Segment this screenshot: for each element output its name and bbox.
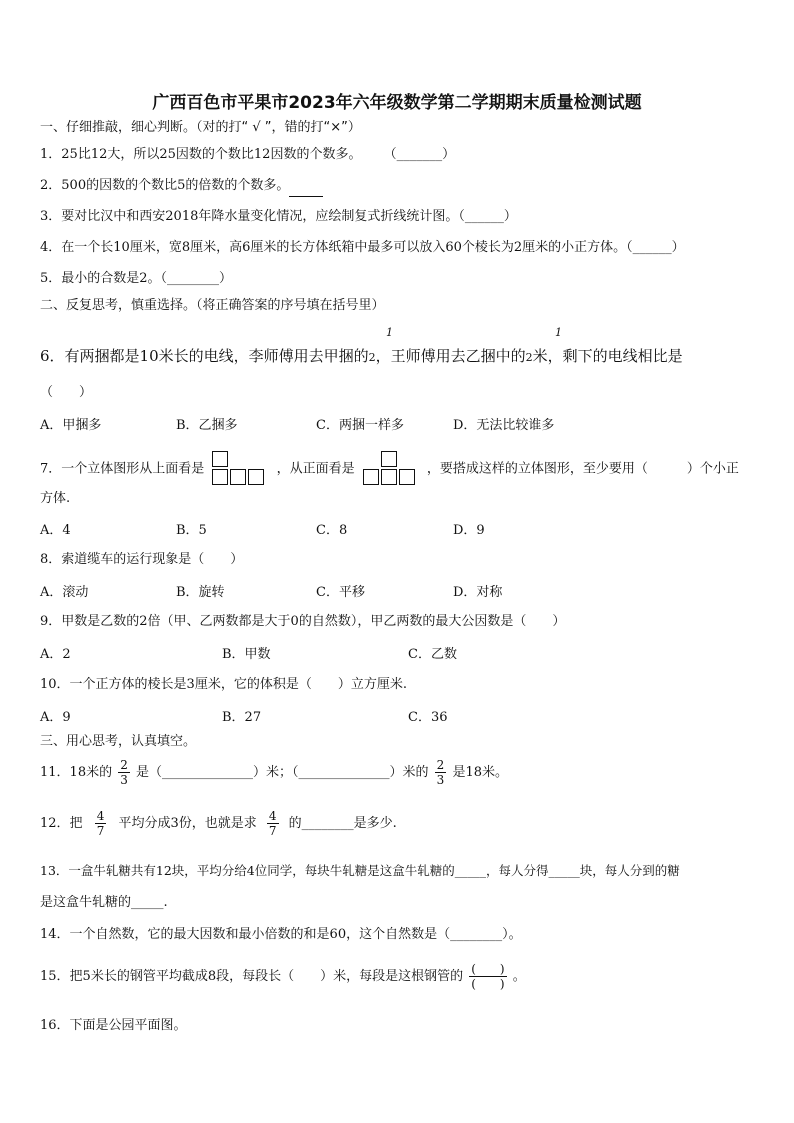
question-1-answer-blank[interactable]: （_______） [383,147,456,162]
question-5 [40,269,764,289]
q6-option-a[interactable]: A．甲捆多 [40,418,102,433]
question-3-text: 3．要对比汉中和西安2018年降水量变化情况，应绘制复式折线统计图。 [40,209,459,224]
section-1-heading: 一、仔细推敲，细心判断。（对的打“ √ ”，错的打“×”） [40,120,361,135]
question-11-text-a: 11．18米的 [40,765,113,780]
question-16: 16．下面是公园平面图。 [40,1018,187,1033]
q9-option-a[interactable]: A．2 [40,647,71,662]
question-6-text-b: ，王师傅用去乙捆中的 [375,347,526,365]
q10-option-b[interactable]: B．27 [222,710,262,725]
question-5-text: 5．最小的合数是2。 [40,271,161,286]
q12-fraction-2: $\frac{4}{7}$ [268,809,277,838]
question-1 [40,145,764,165]
question-2-text: 2．500的因数的个数比5的倍数的个数多。 [40,178,290,193]
top-view-figure [212,451,268,487]
q12-fraction-1: $\frac{4}{7}$ [96,809,105,838]
question-11-text-b: 是（______________）米；（______________）米的 [136,765,429,780]
question-7-text-b: ，从正面看是 [276,461,355,477]
q6-option-d[interactable]: D．无法比较谁多 [453,418,555,433]
question-11-text-c: 是18米。 [452,765,508,780]
question-6-text-a: 6．有两捆都是10米长的电线，李师傅用去甲捆的 [40,347,369,365]
question-15-text: 15．把5米长的钢管平均截成8段，每段长（ ）米，每段是这根钢管的 [40,969,464,984]
question-13-line-1: 13．一盒牛轧糖共有12块，平均分给4位同学，每块牛轧糖是这盒牛轧糖的_____，每人分得_____块，每人分到的糖 [40,863,680,878]
section-2-heading: 二、反复思考，慎重选择。（将正确答案的序号填在括号里） [40,298,385,313]
question-10: 10．一个正方体的棱长是3厘米，它的体积是（ ）立方厘米. [40,677,407,692]
q8-option-d[interactable]: D．对称 [453,585,503,600]
q7-option-c[interactable]: C．8 [316,523,348,538]
question-6-answer-paren[interactable]: （ ） [40,385,93,400]
q9-option-b[interactable]: B．甲数 [222,647,271,662]
question-4-answer-blank[interactable]: （______） [626,240,685,255]
question-5-answer-blank[interactable]: （________） [160,271,233,286]
q10-option-c[interactable]: C．36 [408,710,448,725]
question-15-end: 。 [512,969,526,984]
q8-option-b[interactable]: B．旋转 [176,585,225,600]
question-3-answer-blank[interactable]: （______） [458,209,517,224]
q7-option-b[interactable]: B．5 [176,523,207,538]
question-12-text-c: 的________是多少. [288,816,397,831]
q6-option-c[interactable]: C．两捆一样多 [316,418,404,433]
question-11 [40,756,764,790]
question-2 [40,176,764,197]
question-3 [40,207,764,227]
question-2-answer-blank[interactable] [289,176,323,197]
q6-fraction-1-denominator: 2 [368,351,376,364]
q6-fraction-2-denominator: 2 [525,351,533,364]
question-7 [40,451,764,487]
q9-option-c[interactable]: C．乙数 [408,647,457,662]
q15-answer-fraction[interactable]: $\frac{( )}{( )}$ [471,962,505,991]
q10-option-a[interactable]: A．9 [40,710,71,725]
q7-option-a[interactable]: A．4 [40,523,71,538]
question-6-text-c: 米，剩下的电线相比是 [532,347,683,365]
question-12-text-b: 平均分成3份，也就是求 [118,816,257,831]
question-9: 9．甲数是乙数的2倍（甲、乙两数都是大于0的自然数），甲乙两数的最大公因数是（ ） [40,614,566,629]
question-14: 14．一个自然数，它的最大因数和最小倍数的和是60，这个自然数是（________）。 [40,927,522,942]
question-8: 8．索道缆车的运行现象是（ ） [40,552,244,567]
question-4 [40,238,764,258]
question-6 [40,346,764,368]
q6-fraction-2-numerator: 1 [555,326,562,339]
question-7-text-c: ，要搭成这样的立体图形，至少要用（ ）个小正 [426,461,739,477]
question-4-text: 4．在一个长10厘米，宽8厘米，高6厘米的长方体纸箱中最多可以放入60个棱长为2厘米的小正方体。 [40,240,627,255]
q6-fraction-1-numerator: 1 [386,326,393,339]
q8-option-a[interactable]: A．滚动 [40,585,89,600]
q7-option-d[interactable]: D．9 [453,523,485,538]
page-title: 广西百色市平果市2023年六年级数学第二学期期末质量检测试题 [152,93,642,113]
front-view-figure [363,451,419,487]
question-7-continued: 方体. [40,491,71,506]
question-13-line-2: 是这盒牛轧糖的_____. [40,895,168,910]
q8-option-c[interactable]: C．平移 [316,585,365,600]
question-12 [40,806,764,842]
q6-option-b[interactable]: B．乙捆多 [176,418,238,433]
q11-fraction-2: $\frac{2}{3}$ [436,758,445,787]
question-7-text-a: 7．一个立体图形从上面看是 [40,461,205,477]
q11-fraction-1: $\frac{2}{3}$ [120,758,128,787]
question-1-text: 1．25比12大，所以25因数的个数比12因数的个数多。 [40,147,362,162]
question-12-text-a: 12．把 [40,816,83,831]
section-3-heading: 三、用心思考，认真填空。 [40,734,197,749]
question-15 [40,957,764,997]
